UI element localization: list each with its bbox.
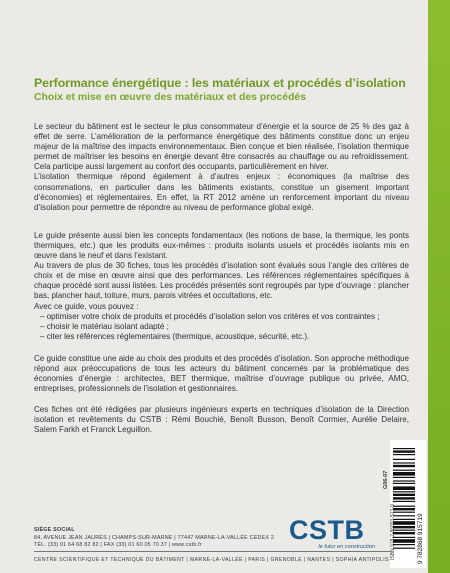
footer-heading: SIÈGE SOCIAL xyxy=(34,527,75,533)
footer-contact: TÉL. (33) 01 64 68 82 82 | FAX (33) 01 60 05 70 37 | www.cstb.fr xyxy=(34,542,202,548)
barcode-bar xyxy=(393,508,415,510)
barcode-bar xyxy=(393,448,415,449)
isbn-label-text: ISBN 978-2-86891-571-9 xyxy=(390,504,396,560)
list-item: – optimiser votre choix de produits et procédés d’isolation selon vos critères et vos contraintes ; xyxy=(40,311,380,321)
list-item: – citer les références réglementaires (thermique, acoustique, sécurité, etc.). xyxy=(40,331,310,341)
barcode-bar xyxy=(393,465,415,467)
list-intro: Avec ce guide, vous pouvez : xyxy=(34,301,139,311)
green-side-bar xyxy=(428,0,450,573)
paragraph-approach: Ce guide constitue une aide au choix des produits et des procédés d’isolation. Son approche méthodique répond aux préoccupations de tous les acteurs du bâtiment concernés par la problématique des économies d’énergie : architectes, BET thermique, maîtrise d’ouvrage publique ou privée, AMO, entreprises, professionnels de l’isolation et gestionnaires. xyxy=(34,353,409,394)
paragraph-fiches: Au travers de plus de 30 fiches, tous les procédés d’isolation sont évalués sous l’angle des critères de choix et de mise en œuvre ainsi que des performances. Les références réglementaires spécifiques à chaque procédé sont aussi listées. Les procédés présentés sont regroupés par type d’ouvrage : plancher bas, plancher haut, toiture, murs, parois vitrées et occultations, etc. xyxy=(34,261,409,301)
isbn-label xyxy=(386,452,396,562)
logo-wordmark: CSTB xyxy=(289,515,365,545)
barcode-bar xyxy=(393,506,415,507)
barcode-bar xyxy=(393,480,415,481)
barcode-bar xyxy=(393,512,415,513)
paragraph-concepts: Le guide présente aussi bien les concepts fondamentaux (les notions de base, la thermique, les ponts thermiques, etc.) que les produits eux-mêmes : produits isolants usuels et procédés isolants mis en œuvre dans le neuf et dans l’existant. xyxy=(34,230,409,261)
barcode-bar xyxy=(393,459,415,460)
page-subtitle: Choix et mise en œuvre des matériaux et des procédés xyxy=(34,92,306,103)
barcode-bar xyxy=(393,497,415,499)
footer-address: 84, AVENUE JEAN JAURÈS | CHAMPS-SUR-MARNE | 77447 MARNE-LA-VALLÉE CEDEX 2 xyxy=(34,534,275,541)
barcode-bar xyxy=(393,483,415,484)
barcode-bar xyxy=(393,526,415,528)
barcode-bar xyxy=(393,454,415,455)
logo-tagline: le futur en construction xyxy=(318,544,375,550)
barcode-bar xyxy=(393,532,415,534)
main-content xyxy=(34,76,409,436)
footer-locations: CENTRE SCIENTIFIQUE ET TECHNIQUE DU BÂTIMENT | MARNE-LA-VALLÉE | PARIS | GRENOBLE | NANTES | SOPHIA ANTIPOLIS xyxy=(34,557,389,563)
head-office-address xyxy=(34,527,274,550)
barcode-bar xyxy=(393,519,415,520)
paragraph-intro: Le secteur du bâtiment est le secteur le plus consommateur d’énergie et la source de 25 % des gaz à effet de serre. L’amélioration de la performance énergétique des bâtiments constitue donc un enjeu majeur de la maîtrise des impacts environnementaux. Bien conçue et bien réalisée, l’isolation thermique permet de maîtriser les besoins en énergie devant être consacrés au chauffage ou au refroidissement. Cela participe aussi largement au confort des occupants, particulièrement en hiver. xyxy=(34,122,409,172)
barcode-bar xyxy=(393,462,415,463)
barcode-bar xyxy=(393,539,415,543)
barcode-bar xyxy=(393,494,415,496)
benefits-list xyxy=(34,312,409,342)
barcode-bar xyxy=(393,491,415,492)
page-title: Performance énergétique : les matériaux et procédés d’isolation xyxy=(34,76,406,90)
barcode-bar xyxy=(393,537,415,538)
reference-code-text: G06-07 xyxy=(383,470,389,489)
barcode-bar xyxy=(393,515,415,516)
paragraph-authors: Ces fiches ont été rédigées par plusieurs ingénieurs experts en techniques d’isolation de la Direction isolation et revêtements du CSTB : Rémi Bouchié, Benoît Busson, Benoît Cormier, Aurélie Delaire, Salem Farkh et Franck Leguillon. xyxy=(34,405,409,435)
barcode-digits: 9 782868 915719 xyxy=(417,513,424,564)
barcode-bar xyxy=(393,544,415,545)
barcode-bar xyxy=(393,521,415,525)
barcode-bar xyxy=(393,472,415,476)
list-item: – choisir le matériau isolant adapté ; xyxy=(40,321,169,331)
paragraph-stakes: L’isolation thermique répond également à d’autres enjeux : économiques (la maîtrise des consommations, en particulier dans les bâtiments existants, constitue un gisement important d’économies) et réglementaires. En effet, la RT 2012 amène un renforcement important du niveau d’isolation pour permettre de répondre au niveau de performance global exigé. xyxy=(34,172,409,212)
barcode-bar xyxy=(393,548,415,549)
barcode-bar xyxy=(393,470,415,471)
barcode-bar xyxy=(393,501,415,502)
cstb-logo xyxy=(289,517,377,551)
footer-divider xyxy=(34,551,404,552)
barcode-bar xyxy=(393,477,415,478)
barcode-bar xyxy=(393,486,415,490)
barcode-bar xyxy=(393,530,415,531)
barcode-bar xyxy=(393,450,415,452)
